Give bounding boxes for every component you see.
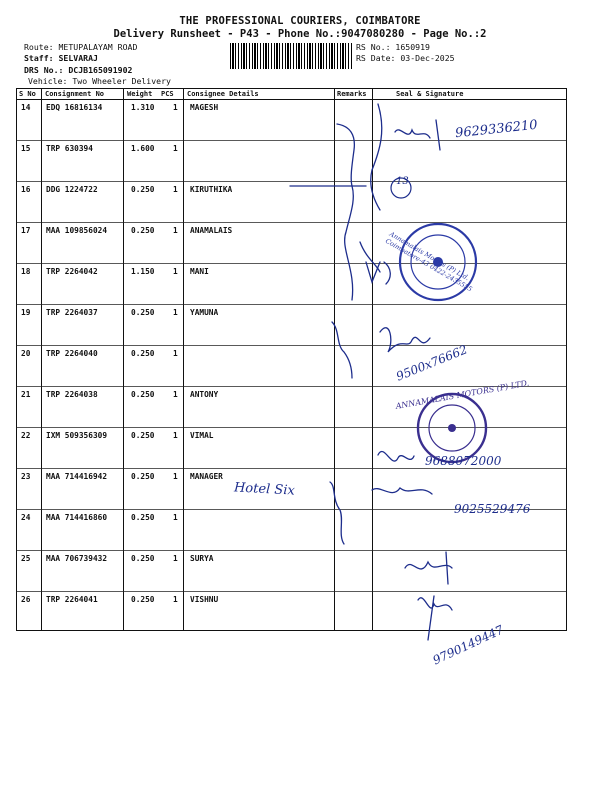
handwritten-phone-2: 9500x76662 <box>394 342 470 384</box>
row-weight: 0.250 <box>131 472 155 481</box>
row-weight: 0.250 <box>131 431 155 440</box>
row-weight: 0.250 <box>131 390 155 399</box>
handwritten-phone-3: 9688072000 <box>425 454 502 468</box>
row-consignment-no: TRP 2264042 <box>46 267 98 276</box>
row-weight: 0.250 <box>131 513 155 522</box>
row-pcs: 1 <box>173 349 178 358</box>
row-consignment-no: MAA 714416860 <box>46 513 108 522</box>
row-pcs: 1 <box>173 472 178 481</box>
col-remarks: Remarks <box>337 90 367 98</box>
col-seal: Seal & Signature <box>396 90 464 98</box>
circled-number: 13 <box>396 176 409 187</box>
row-consignment-no: DDG 1224722 <box>46 185 98 194</box>
row-consignee: ANTONY <box>190 390 219 399</box>
row-consignment-no: IXM 509356309 <box>46 431 108 440</box>
row-consignee: KIRUTHIKA <box>190 185 233 194</box>
staff-label: Staff: SELVARAJ <box>24 53 98 63</box>
row-sno: 26 <box>21 595 31 604</box>
handwritten-phone-5: 9790149447 <box>430 622 506 668</box>
row-pcs: 1 <box>173 226 178 235</box>
signature-stroke <box>380 328 430 352</box>
stamp-2-text: ANNAMALAIS MOTORS (P) LTD. <box>395 378 530 411</box>
row-sno: 20 <box>21 349 31 358</box>
signature-stroke <box>366 262 390 284</box>
row-weight: 0.250 <box>131 226 155 235</box>
row-weight: 0.250 <box>131 308 155 317</box>
row-weight: 0.250 <box>131 349 155 358</box>
drs-number: DRS No.: DCJB165091902 <box>24 65 133 75</box>
row-sno: 21 <box>21 390 31 399</box>
runsheet-subtitle: Delivery Runsheet - P43 - Phone No.:9047080280 - Page No.:2 <box>113 28 487 40</box>
row-consignment-no: MAA 109856024 <box>46 226 108 235</box>
row-weight: 1.600 <box>131 144 155 153</box>
row-sno: 22 <box>21 431 31 440</box>
row-consignment-no: TRP 2264037 <box>46 308 98 317</box>
col-consignment: Consignment No <box>45 90 105 98</box>
row-pcs: 1 <box>173 144 178 153</box>
row-pcs: 1 <box>173 267 178 276</box>
signature-stroke <box>378 451 414 461</box>
row-sno: 19 <box>21 308 31 317</box>
route-label: Route: METUPALAYAM ROAD <box>24 42 138 52</box>
signature-stroke <box>405 552 452 584</box>
seal-stroke <box>371 104 382 210</box>
rs-date: RS Date: 03-Dec-2025 <box>356 53 455 63</box>
row-pcs: 1 <box>173 390 178 399</box>
row-weight: 0.250 <box>131 554 155 563</box>
row-consignment-no: TRP 2264038 <box>46 390 98 399</box>
company-title: THE PROFESSIONAL COURIERS, COIMBATORE <box>179 15 421 27</box>
col-consignee: Consignee Details <box>187 90 259 98</box>
row-pcs: 1 <box>173 308 178 317</box>
row-sno: 15 <box>21 144 31 153</box>
row-sno: 24 <box>21 513 31 522</box>
row-pcs: 1 <box>173 513 178 522</box>
stamp-1-text: Annamalais Motors (P) Ltd. Coimbatore-43 0422-2435555 <box>384 230 474 294</box>
signature-stroke <box>395 120 440 150</box>
row-consignee: SURYA <box>190 554 214 563</box>
row-pcs: 1 <box>173 554 178 563</box>
row-weight: 1.150 <box>131 267 155 276</box>
rs-number: RS No.: 1650919 <box>356 42 430 52</box>
col-sno: S No <box>19 90 36 98</box>
row-pcs: 1 <box>173 595 178 604</box>
row-pcs: 1 <box>173 185 178 194</box>
handwritten-remark: Hotel Six <box>233 480 296 499</box>
seal-stroke <box>360 242 380 272</box>
row-consignee: MAGESH <box>190 103 219 112</box>
row-consignment-no: TRP 2264041 <box>46 595 98 604</box>
remark-stroke <box>332 322 352 378</box>
row-sno: 23 <box>21 472 31 481</box>
row-consignment-no: TRP 2264040 <box>46 349 98 358</box>
remark-stroke <box>330 482 344 544</box>
signature-stroke <box>418 596 452 640</box>
vehicle-label: Vehicle: Two Wheeler Delivery <box>28 76 171 86</box>
row-weight: 1.310 <box>131 103 155 112</box>
row-consignee: MANAGER <box>190 472 223 481</box>
row-weight: 0.250 <box>131 595 155 604</box>
row-sno: 17 <box>21 226 31 235</box>
row-consignee: ANAMALAIS <box>190 226 233 235</box>
row-consignee: VISHNU <box>190 595 219 604</box>
row-sno: 25 <box>21 554 31 563</box>
handwritten-phone-1: 9629336210 <box>454 117 539 142</box>
col-pcs: PCS <box>161 90 174 98</box>
signature-stroke <box>372 488 432 494</box>
row-consignee: YAMUNA <box>190 308 219 317</box>
row-consignee: VIMAL <box>190 431 214 440</box>
row-sno: 16 <box>21 185 31 194</box>
remark-stroke <box>345 186 354 300</box>
row-pcs: 1 <box>173 431 178 440</box>
row-consignment-no: MAA 714416942 <box>46 472 108 481</box>
row-consignment-no: TRP 630394 <box>46 144 93 153</box>
row-weight: 0.250 <box>131 185 155 194</box>
row-sno: 14 <box>21 103 31 112</box>
row-consignee: MANI <box>190 267 209 276</box>
col-weight: Weight <box>127 90 153 98</box>
row-consignment-no: MAA 706739432 <box>46 554 108 563</box>
handwritten-phone-4: 9025529476 <box>454 502 531 516</box>
row-pcs: 1 <box>173 103 178 112</box>
row-consignment-no: EDQ 16816134 <box>46 103 103 112</box>
remark-stroke <box>337 124 354 186</box>
row-sno: 18 <box>21 267 31 276</box>
